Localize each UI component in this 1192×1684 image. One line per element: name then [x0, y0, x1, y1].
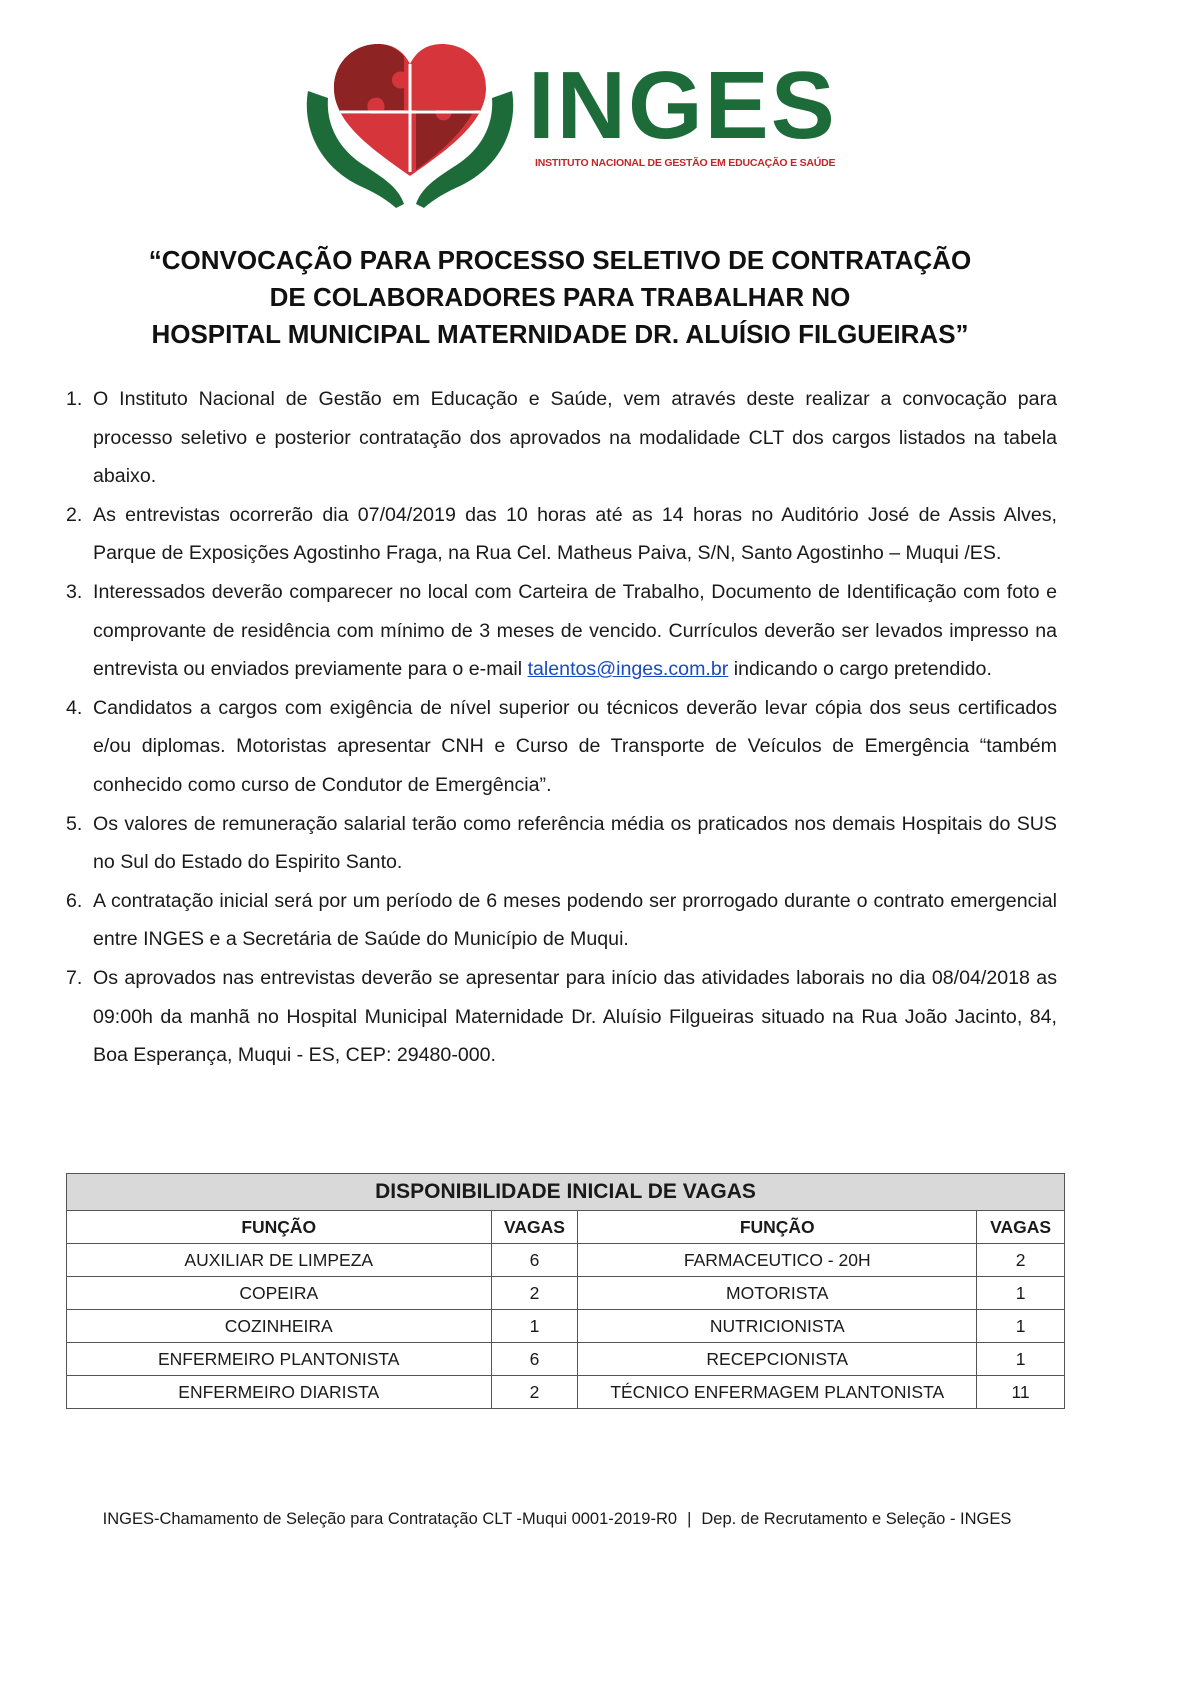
document-title	[60, 242, 1060, 353]
list-item	[62, 380, 1057, 496]
list-item	[62, 805, 1057, 882]
table-row	[67, 1244, 1065, 1277]
item-number: 6.	[66, 889, 83, 912]
table-cell: 1	[977, 1310, 1065, 1343]
column-header: VAGAS	[491, 1211, 578, 1244]
table-row	[67, 1277, 1065, 1310]
table-cell: 1	[977, 1343, 1065, 1376]
table-caption: DISPONIBILIDADE INICIAL DE VAGAS	[67, 1174, 1065, 1211]
heart-hands-icon	[300, 36, 520, 211]
email-link[interactable]: talentos@inges.com.br	[527, 658, 729, 681]
table-cell: ENFERMEIRO PLANTONISTA	[67, 1343, 492, 1376]
table-row	[67, 1310, 1065, 1343]
item-number: 7.	[66, 966, 83, 989]
table-cell: 2	[491, 1376, 578, 1409]
footer-department: Dep. de Recrutamento e Seleção - INGES	[701, 1510, 1012, 1528]
table-cell: COZINHEIRA	[67, 1310, 492, 1343]
list-item	[62, 496, 1057, 573]
table-cell: NUTRICIONISTA	[578, 1310, 977, 1343]
table-cell: 6	[491, 1343, 578, 1376]
item-number: 5.	[66, 812, 83, 835]
table-cell: RECEPCIONISTA	[578, 1343, 977, 1376]
item-text: Os valores de remuneração salarial terão como referência média os praticados nos demais Hospitais do SUS no Sul do Estado do Espirito Santo.	[93, 812, 1057, 874]
table-cell: TÉCNICO ENFERMAGEM PLANTONISTA	[578, 1376, 977, 1409]
vacancies-table	[66, 1173, 1065, 1409]
footer-document-id: INGES-Chamamento de Seleção para Contratação CLT -Muqui 0001-2019-R0	[102, 1510, 678, 1528]
table-cell: MOTORISTA	[578, 1277, 977, 1310]
item-text: indicando o cargo pretendido.	[728, 658, 992, 681]
table-cell: ENFERMEIRO DIARISTA	[67, 1376, 492, 1409]
convocation-items	[62, 380, 1057, 1075]
table-cell: 2	[491, 1277, 578, 1310]
table-header-row	[67, 1211, 1065, 1244]
table-row	[67, 1376, 1065, 1409]
logo-brand-text: INGES	[528, 52, 837, 159]
item-text: O Instituto Nacional de Gestão em Educação e Saúde, vem através deste realizar a convocação para processo seletivo e posterior contratação dos aprovados na modalidade CLT dos cargos listados na tabela abaixo.	[93, 388, 1057, 488]
item-number: 3.	[66, 580, 83, 603]
table-cell: 2	[977, 1244, 1065, 1277]
item-text: Interessados deverão comparecer no local com Carteira de Trabalho, Documento de Identificação com foto e comprovante de residência com mínimo de 3 meses de vencido. Currículos deverão ser levados impresso na entrevista ou enviados previamente para o e-mail	[93, 580, 1057, 681]
table-cell: FARMACEUTICO - 20H	[578, 1244, 977, 1277]
list-item	[62, 959, 1057, 1075]
table-cell: 1	[491, 1310, 578, 1343]
list-item	[62, 573, 1057, 689]
title-line-2: DE COLABORADORES PARA TRABALHAR NO	[269, 282, 851, 312]
inges-logo	[300, 36, 840, 211]
table-cell: 6	[491, 1244, 578, 1277]
item-number: 2.	[66, 503, 83, 526]
column-header: FUNÇÃO	[578, 1211, 977, 1244]
list-item	[62, 882, 1057, 959]
table-cell: 11	[977, 1376, 1065, 1409]
item-number: 4.	[66, 696, 83, 719]
item-text: As entrevistas ocorrerão dia 07/04/2019 das 10 horas até as 14 horas no Auditório José de Assis Alves, Parque de Exposições Agostinho Fraga, na Rua Cel. Matheus Paiva, S/N, Santo Agostinho – Muqui /ES.	[93, 503, 1057, 565]
table-cell: 1	[977, 1277, 1065, 1310]
page-footer	[0, 1510, 1114, 1529]
item-text: A contratação inicial será por um período de 6 meses podendo ser prorrogado durante o contrato emergencial entre INGES e a Secretária de Saúde do Município de Muqui.	[93, 889, 1057, 951]
table-row	[67, 1343, 1065, 1376]
column-header: VAGAS	[977, 1211, 1065, 1244]
column-header: FUNÇÃO	[67, 1211, 492, 1244]
table-cell: COPEIRA	[67, 1277, 492, 1310]
logo-subtitle: INSTITUTO NACIONAL DE GESTÃO EM EDUCAÇÃO E SAÚDE	[535, 157, 836, 169]
item-text: Candidatos a cargos com exigência de nível superior ou técnicos deverão levar cópia dos seus certificados e/ou diplomas. Motoristas apresentar CNH e Curso de Transporte de Veículos de Emergência “também conhecido como curso de Condutor de Emergência”.	[93, 696, 1057, 796]
list-item	[62, 689, 1057, 805]
table-cell: AUXILIAR DE LIMPEZA	[67, 1244, 492, 1277]
title-line-1: “CONVOCAÇÃO PARA PROCESSO SELETIVO DE CONTRATAÇÃO	[148, 245, 972, 275]
item-text: Os aprovados nas entrevistas deverão se apresentar para início das atividades laborais no dia 08/04/2018 as 09:00h da manhã no Hospital Municipal Maternidade Dr. Aluísio Filgueiras situado na Rua João Jacinto, 84, Boa Esperança, Muqui - ES, CEP: 29480-000.	[93, 966, 1057, 1067]
footer-separator: |	[687, 1510, 692, 1528]
title-line-3: HOSPITAL MUNICIPAL MATERNIDADE DR. ALUÍSIO FILGUEIRAS”	[151, 319, 969, 349]
item-number: 1.	[66, 388, 83, 410]
